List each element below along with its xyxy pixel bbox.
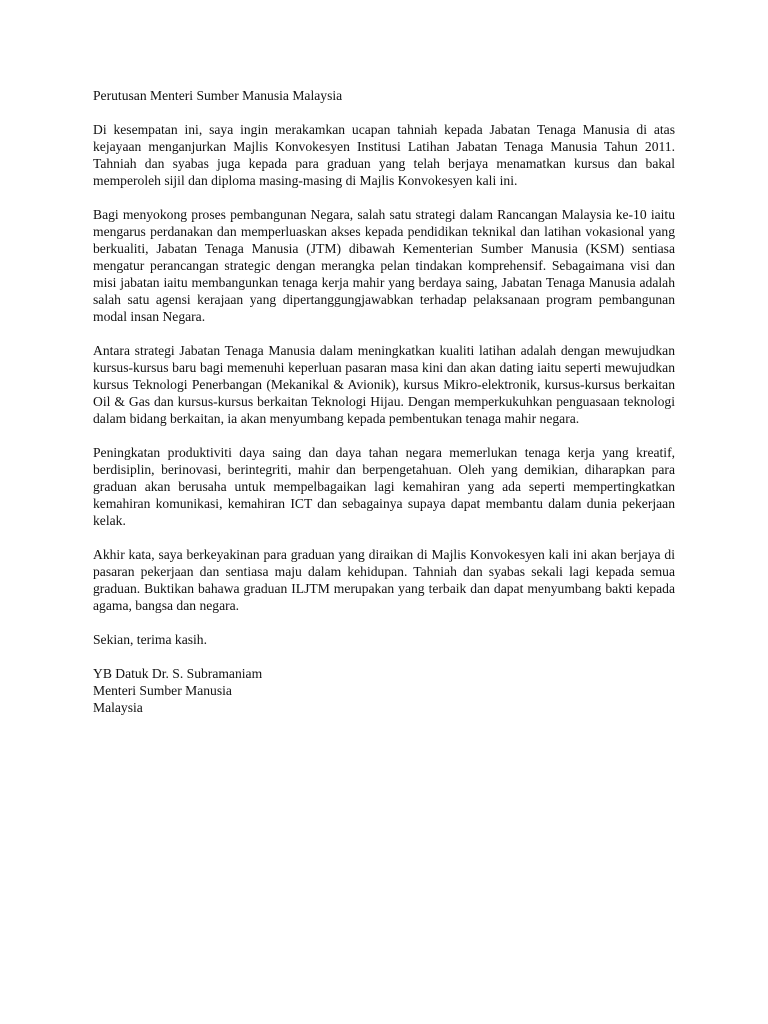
signatory-name: YB Datuk Dr. S. Subramaniam [93, 666, 263, 681]
signature-block [93, 665, 675, 716]
signatory-country: Malaysia [93, 700, 143, 715]
signatory-position: Menteri Sumber Manusia [93, 683, 232, 698]
paragraph-4: Peningkatan produktiviti daya saing dan daya tahan negara memerlukan tenaga kerja yang kreatif, berdisiplin, berinovasi, berintegriti, mahir dan berpengetahuan. Oleh yang demikian, diharapkan para graduan akan berusaha untuk mempelbagaikan lagi kemahiran yang ada seperti mempertingkatkan kemahiran komunikasi, kemahiran ICT dan sebagainya supaya dapat membantu dalam dunia pekerjaan kelak. [93, 445, 675, 528]
paragraph-5: Akhir kata, saya berkeyakinan para graduan yang diraikan di Majlis Konvokesyen kali ini akan berjaya di pasaran pekerjaan dan sentiasa maju dalam kehidupan. Tahniah dan syabas sekali lagi kepada semua graduan. Buktikan bahawa graduan ILJTM merupakan yang terbaik dan dapat menyumbang bakti kepada agama, bangsa dan negara. [93, 547, 675, 613]
document-title: Perutusan Menteri Sumber Manusia Malaysia [93, 88, 343, 103]
document-page [93, 87, 675, 716]
paragraph-1: Di kesempatan ini, saya ingin merakamkan ucapan tahniah kepada Jabatan Tenaga Manusia di atas kejayaan menganjurkan Majlis Konvokesyen Institusi Latihan Jabatan Tenaga Manusia Tahun 2011. Tahniah dan syabas juga kepada para graduan yang telah berjaya menamatkan kursus dan bakal memperoleh sijil dan diploma masing-masing di Majlis Konvokesyen kali ini. [93, 122, 675, 188]
closing-line: Sekian, terima kasih. [93, 632, 208, 647]
paragraph-2: Bagi menyokong proses pembangunan Negara, salah satu strategi dalam Rancangan Malaysia ke-10 iaitu mengarus perdanakan dan memperluaskan akses kepada pendidikan teknikal dan latihan vokasional yang berkualiti, Jabatan Tenaga Manusia (JTM) dibawah Kementerian Sumber Manusia (KSM) sentiasa mengatur perancangan strategic dengan merangka pelan tindakan komprehensif. Sebagaimana visi dan misi jabatan iaitu membangunkan tenaga kerja mahir yang berdaya saing, Jabatan Tenaga Manusia adalah salah satu agensi kerajaan yang dipertanggungjawabkan terhadap pelaksanaan program pembangunan modal insan Negara. [93, 207, 675, 324]
paragraph-3: Antara strategi Jabatan Tenaga Manusia dalam meningkatkan kualiti latihan adalah dengan mewujudkan kursus-kursus baru bagi memenuhi keperluan pasaran masa kini dan akan dating iaitu seperti mewujudkan kursus Teknologi Penerbangan (Mekanikal & Avionik), kursus Mikro-elektronik, kursus-kursus berkaitan Oil & Gas dan kursus-kursus berkaitan Teknologi Hijau. Dengan memperkukuhkan penguasaan teknologi dalam bidang berkaitan, ia akan menyumbang kepada pembentukan tenaga mahir negara. [93, 343, 675, 426]
